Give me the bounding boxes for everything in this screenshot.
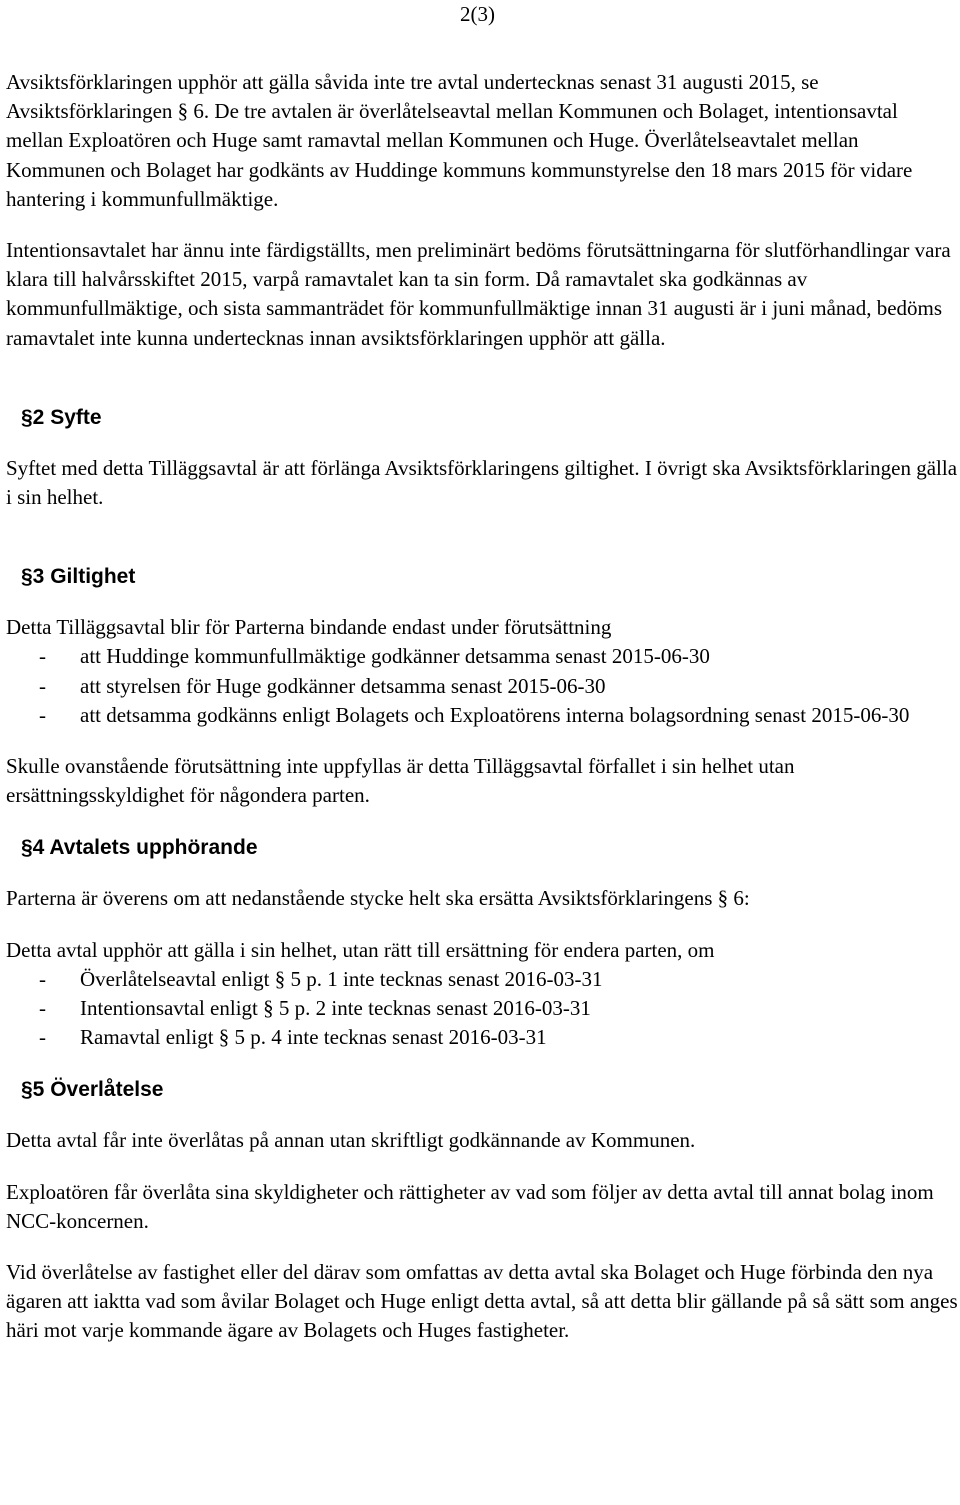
section-3-conditions-list <box>6 642 958 730</box>
intro-paragraph-1: Avsiktsförklaringen upphör att gälla såvida inte tre avtal undertecknas senast 31 augusti 2015, se Avsiktsförklaringen § 6. De tre avtalen är överlåtelseavtal mellan Kommunen och Bolaget, intentionsavtal mellan Exploatören och Huge samt ramavtal mellan Kommunen och Huge. Överlåtelseavtalet mellan Kommunen och Bolaget har godkänts av Huddinge kommuns kommunstyrelse den 18 mars 2015 för vidare hantering i kommunfullmäktige. <box>6 70 913 211</box>
section-4-heading: §4 Avtalets upphörande <box>21 836 258 860</box>
document-body <box>6 68 958 1346</box>
list-item: - Intentionsavtal enligt § 5 p. 2 inte tecknas senast 2016-03-31 <box>39 996 591 1021</box>
list-item: - att styrelsen för Huge godkänner detsamma senast 2015-06-30 <box>39 673 606 698</box>
section-3-outro: Skulle ovanstående förutsättning inte uppfyllas är detta Tilläggsavtal förfallet i sin helhet utan ersättningsskyldighet för någondera parten. <box>6 754 795 808</box>
section-5-heading: §5 Överlåtelse <box>21 1078 164 1102</box>
list-item-text: att Huddinge kommunfullmäktige godkänner detsamma senast 2015-06-30 <box>80 644 710 669</box>
list-item-text: att styrelsen för Huge godkänner detsamma senast 2015-06-30 <box>80 673 606 698</box>
page-number: 2(3) <box>460 2 495 26</box>
section-3-heading: §3 Giltighet <box>21 565 136 589</box>
list-item: - att detsamma godkänns enligt Bolagets och Exploatörens interna bolagsordning senast 2015-06-30 <box>39 702 910 727</box>
section-5-paragraph-1: Detta avtal får inte överlåtas på annan utan skriftligt godkännande av Kommunen. <box>6 1128 696 1153</box>
intro-paragraph-2: Intentionsavtalet har ännu inte färdigställts, men preliminärt bedöms förutsättningarna för slutförhandlingar vara klara till halvårsskiftet 2015, varpå ramavtalet kan ta sin form. Då ramavtalet ska godkännas av kommunfullmäktige, och sista sammanträdet för kommunfullmäktige innan 31 augusti är i juni månad, bedöms ramavtalet inte kunna undertecknas innan avsiktsförklaringen upphör att gälla. <box>6 238 951 350</box>
list-item: - Ramavtal enligt § 5 p. 4 inte tecknas senast 2016-03-31 <box>39 1025 547 1050</box>
section-5-paragraph-2: Exploatören får överlåta sina skyldigheter och rättigheter av vad som följer av detta avtal till annat bolag inom NCC-koncernen. <box>6 1179 934 1233</box>
section-4-paragraph-2: Detta avtal upphör att gälla i sin helhet, utan rätt till ersättning för endera parten, om <box>6 937 715 962</box>
section-2-paragraph: Syftet med detta Tilläggsavtal är att förlänga Avsiktsförklaringens giltighet. I övrigt ska Avsiktsförklaringen gälla i sin helhet. <box>6 455 958 510</box>
section-4-paragraph-1: Parterna är överens om att nedanstående stycke helt ska ersätta Avsiktsförklaringens § 6: <box>6 886 750 911</box>
list-item-text: Överlåtelseavtal enligt § 5 p. 1 inte tecknas senast 2016-03-31 <box>80 966 603 991</box>
section-3-intro: Detta Tilläggsavtal blir för Parterna bindande endast under förutsättning <box>6 615 612 640</box>
section-2-heading: §2 Syfte <box>21 405 102 429</box>
list-item: - Överlåtelseavtal enligt § 5 p. 1 inte tecknas senast 2016-03-31 <box>39 966 603 991</box>
section-5-paragraph-3: Vid överlåtelse av fastighet eller del därav som omfattas av detta avtal ska Bolaget och Huge förbinda den nya ägaren att iaktta vad som åvilar Bolaget och Huge enligt detta avtal, så att detta blir gällande på så sätt som anges häri mot varje kommande ägare av Bolagets och Huges fastigheter. <box>6 1260 958 1343</box>
list-item: - att Huddinge kommunfullmäktige godkänner detsamma senast 2015-06-30 <box>39 644 710 669</box>
list-item-text: att detsamma godkänns enligt Bolagets och Exploatörens interna bolagsordning senast 2015-06-30 <box>80 702 910 727</box>
list-item-text: Intentionsavtal enligt § 5 p. 2 inte tecknas senast 2016-03-31 <box>80 996 591 1021</box>
section-4-termination-list <box>6 965 958 1053</box>
list-item-text: Ramavtal enligt § 5 p. 4 inte tecknas senast 2016-03-31 <box>80 1025 547 1050</box>
